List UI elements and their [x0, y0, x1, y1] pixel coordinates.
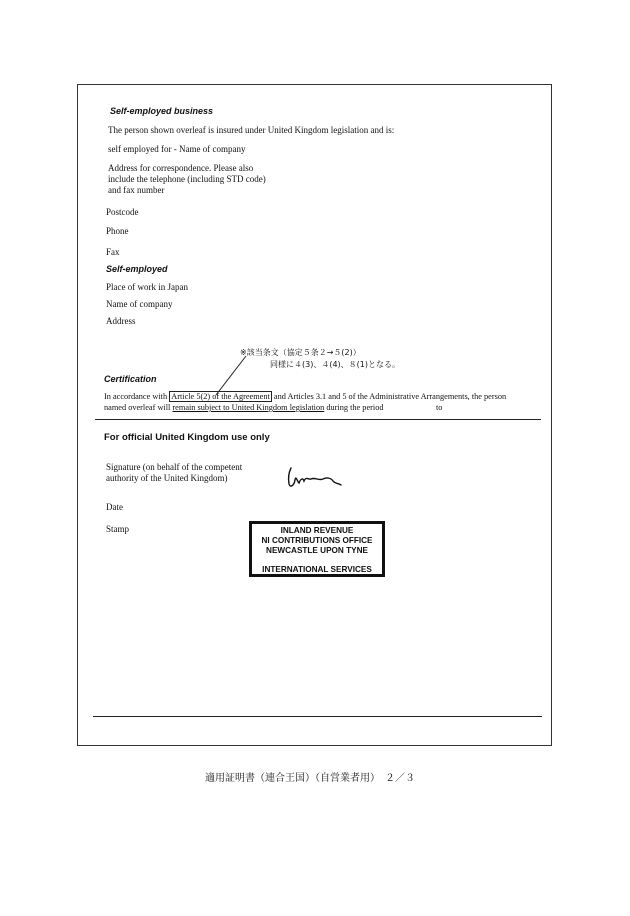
name-of-company-label: Name of company: [106, 299, 173, 309]
address-instructions-line1: Address for correspondence. Please also: [108, 163, 254, 173]
cert-line2-c: during the period: [324, 403, 384, 412]
self-employed-for-label: self employed for - Name of company: [108, 144, 246, 154]
signature-label-line2: authority of the United Kingdom): [106, 473, 228, 483]
annotation-line2: 同様に４(3)、４(4)、８(1)となる。: [270, 360, 400, 369]
phone-label: Phone: [106, 226, 129, 236]
certification-line2: [104, 402, 384, 413]
section-heading-self-employed-business: Self-employed business: [110, 106, 214, 116]
official-use-heading: For official United Kingdom use only: [104, 432, 270, 443]
cert-line2-a: named overleaf will: [104, 403, 173, 412]
certification-heading: Certification: [104, 374, 157, 384]
address-label: Address: [106, 316, 136, 326]
insured-statement: The person shown overleaf is insured under United Kingdom legislation and is:: [108, 125, 395, 135]
signature-scribble: [285, 466, 345, 490]
date-label: Date: [106, 502, 123, 512]
address-instructions-line3: and fax number: [108, 185, 165, 195]
stamp-line4: INTERNATIONAL SERVICES: [262, 565, 372, 574]
cert-text-before: In accordance with: [104, 392, 170, 401]
cert-article-reference: Article 5(2) of the Agreement: [171, 392, 270, 401]
stamp-line3: NEWCASTLE UPON TYNE: [266, 546, 368, 555]
stamp-line1: INLAND REVENUE: [280, 526, 354, 535]
fax-label: Fax: [106, 247, 120, 257]
postcode-label: Postcode: [106, 207, 139, 217]
cert-to-label: to: [436, 403, 443, 412]
page-footer: 適用証明書（連合王国）（自営業者用） ２／３: [205, 773, 415, 784]
annotation-line1: ※該当条文（協定５条２→５(2)）: [240, 348, 361, 357]
divider-upper: [95, 419, 541, 420]
stamp-line2: NI CONTRIBUTIONS OFFICE: [261, 536, 373, 545]
address-instructions-line2: include the telephone (including STD code): [108, 174, 266, 184]
certification-line1: [104, 391, 506, 402]
place-of-work-label: Place of work in Japan: [106, 282, 188, 292]
signature-label-line1: Signature (on behalf of the competent: [106, 462, 243, 472]
cert-line2-underlined: remain subject to United Kingdom legislation: [172, 403, 325, 412]
cert-text-after: and Articles 3.1 and 5 of the Administrative Arrangements, the person: [271, 392, 507, 401]
stamp-label: Stamp: [106, 524, 130, 534]
divider-lower: [93, 716, 542, 717]
signature: [285, 466, 345, 490]
official-stamp: [249, 521, 385, 577]
section-heading-self-employed: Self-employed: [106, 264, 168, 274]
